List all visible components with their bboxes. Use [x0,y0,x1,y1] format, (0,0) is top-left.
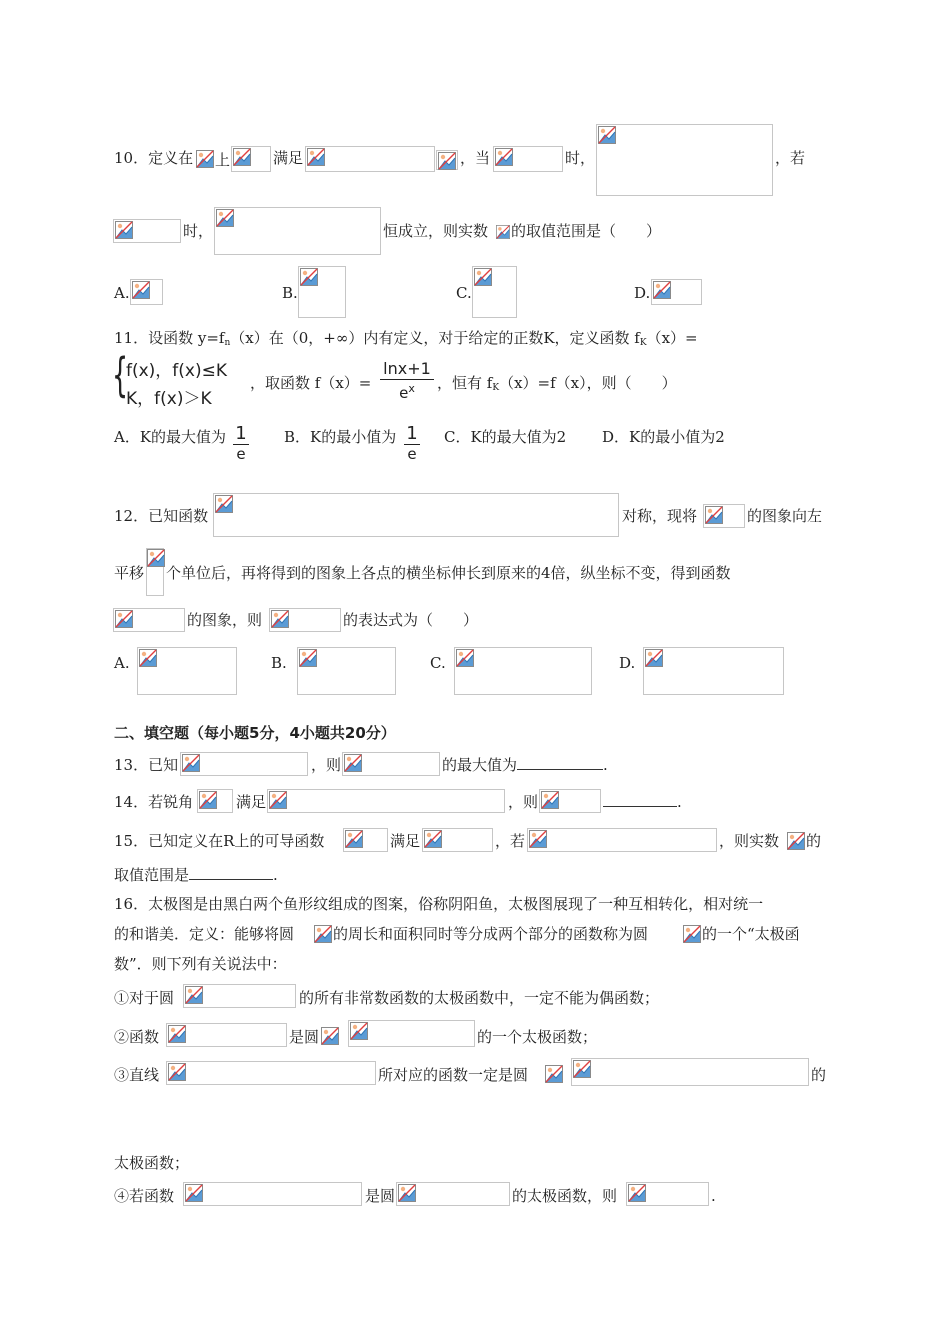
q15-text-4: ，则实数 [719,832,780,850]
broken-image-icon [115,221,133,239]
broken-image-icon [233,148,251,166]
q16-s4b: 是圆 [365,1187,396,1205]
broken-image-icon [496,223,510,241]
q10-option-d-label: D. [634,284,651,302]
q16-s3d: 太极函数； [114,1154,190,1172]
formula-image [703,504,745,528]
option-b-image [298,266,346,318]
q14-text-1: 14．若锐角 [114,793,194,811]
formula-image [314,925,332,943]
formula-image [422,828,493,852]
q15-text-5: 的 [806,832,822,850]
formula-image [596,124,773,196]
q11-option-d: D．K的最小值为2 [602,428,725,446]
formula-image [571,1058,809,1086]
formula-image [146,548,164,596]
broken-image-icon [345,830,363,848]
q11-line-2a: ，取函数 f（x）= [250,374,372,392]
formula-image [183,1182,362,1206]
broken-image-icon [168,1025,186,1043]
formula-image [196,150,214,168]
q10-text-9: 的取值范围是（ ） [511,222,662,240]
formula-image [342,752,440,776]
broken-image-icon [456,649,474,667]
formula-image [180,752,308,776]
broken-image-icon [182,754,200,772]
formula-image [197,789,233,813]
q13-text-2: ，则 [311,756,342,774]
q14-text-3: ，则 [508,793,539,811]
formula-image [436,150,458,170]
formula-image [166,1023,287,1047]
option-d-image [651,279,702,305]
q16-s3c: 的 [811,1066,827,1084]
q13-text-3: 的最大值为 . [442,756,608,774]
fraction-one-over-e: 1 e [233,424,249,463]
broken-image-icon [529,830,547,848]
q11-line-2b: ，恒有 $f_K(x)=f(x)$，则（ ） [437,374,677,393]
q12-option-d-label: D. [619,654,636,672]
q12-text-6: 的图象，则 [187,611,263,629]
q16-line-2c: 的一个“太极函 [702,925,800,943]
piecewise-case-1: f(x)，f(x)≤K [126,361,228,381]
broken-image-icon [300,268,318,286]
fraction-lnx [380,359,434,402]
broken-image-icon [269,791,287,809]
formula-image [348,1020,475,1047]
q10-option-b-label: B. [282,284,298,302]
q10-text-5: 时， [565,149,596,167]
formula-image [527,828,717,852]
formula-image [396,1182,510,1206]
q12-option-a-label: A. [114,654,130,672]
q12-text-5: 个单位后，再将得到的图象上各点的横坐标伸长到原来的4倍，纵坐标不变，得到函数 [166,564,731,582]
broken-image-icon [598,126,616,144]
option-a-image [130,279,163,305]
q10-text-4: ，当 [460,149,491,167]
q12-option-b-label: B. [271,654,287,672]
broken-image-icon [705,506,723,524]
q16-s2c: 的一个太极函数； [477,1028,598,1046]
broken-image-icon [185,1184,203,1202]
q16-line-2b: 的周长和面积同时等分成两个部分的函数称为圆 [333,925,649,943]
q11-option-c: C．K的最大值为2 [444,428,567,446]
broken-image-icon [344,754,362,772]
q10-text-8: 恒成立，则实数 [383,222,489,240]
broken-image-icon [573,1060,591,1078]
broken-image-icon [541,791,559,809]
q12-text-7: 的表达式为（ ） [343,611,479,629]
q15-text-3: ，若 [495,832,526,850]
formula-image [493,146,563,172]
formula-image [787,832,805,850]
option-d-image [643,647,784,695]
formula-image [321,1027,343,1047]
broken-image-icon [271,610,289,628]
broken-image-icon [424,830,442,848]
fraction-denominator: $e^x$ [399,382,415,402]
broken-image-icon [314,925,332,943]
q13-text-1: 13．已知 [114,756,179,774]
option-b-image [297,647,396,695]
q16-s2b: 是圆 [289,1028,320,1046]
q11-option-b: B．K的最小值为 [284,428,397,446]
broken-image-icon [474,268,492,286]
broken-image-icon [168,1063,186,1081]
broken-image-icon [199,791,217,809]
broken-image-icon [196,150,214,168]
formula-image [166,1061,376,1085]
broken-image-icon [299,649,317,667]
q16-s2a: ②函数 [114,1028,160,1046]
q10-text-3: 满足 [273,149,304,167]
broken-image-icon [545,1065,563,1083]
formula-image [269,608,341,632]
q12-text-2: 对称，现将 [622,507,698,525]
option-c-image [472,266,517,318]
broken-image-icon [115,610,133,628]
q15-text-1: 15．已知定义在R上的可导函数 [114,832,325,850]
formula-image [267,789,505,813]
option-a-image [137,647,237,695]
broken-image-icon [321,1027,339,1045]
formula-image [683,925,701,943]
q16-s3b: 所对应的函数一定是圆 [378,1066,529,1084]
q12-option-c-label: C. [430,654,446,672]
q16-s4a: ④若函数 [114,1187,175,1205]
formula-image [496,223,510,241]
broken-image-icon [628,1184,646,1202]
fraction-one-over-e: 1 e [404,424,420,463]
q16-s4c: 的太极函数，则 [512,1187,618,1205]
broken-image-icon [307,148,325,166]
formula-image [113,608,185,632]
q12-text-1: 12．已知函数 [114,507,209,525]
broken-image-icon [683,925,701,943]
q16-line-3: 数”．则下列有关说法中： [114,955,287,973]
q16-s3a: ③直线 [114,1066,160,1084]
broken-image-icon [216,209,234,227]
formula-image [626,1182,709,1206]
broken-image-icon [438,152,456,170]
broken-image-icon [132,281,150,299]
q10-option-a-label: A. [114,284,130,302]
formula-image [343,828,388,852]
q10-option-c-label: C. [456,284,472,302]
answer-blank[interactable] [517,755,603,770]
formula-image [213,493,619,537]
broken-image-icon [787,832,805,850]
section-heading: 二、填空题（每小题5分，4小题共20分） [114,724,396,742]
formula-image [113,219,181,243]
option-c-image [454,647,592,695]
broken-image-icon [139,649,157,667]
broken-image-icon [495,148,513,166]
q15-text-6: 取值范围是 . [114,866,278,884]
piecewise-case-2: K，f(x)＞K [126,389,212,409]
broken-image-icon [147,549,165,567]
q16-end: . [711,1187,716,1205]
formula-image [539,789,601,813]
formula-image [545,1065,567,1085]
broken-image-icon [398,1184,416,1202]
broken-image-icon [645,649,663,667]
broken-image-icon [215,495,233,513]
q10-text-7: 时， [183,222,214,240]
q16-line-2a: 的和谐美．定义：能够将圆 [114,925,295,943]
q10-text-6: ，若 [775,149,806,167]
formula-image [231,146,271,172]
q11-line-1: 11．设函数 $y=f_n(x)$在（0，+∞）内有定义，对于给定的正数K，定义函数 $f_K(x)=$ [114,329,698,348]
q16-line-1: 16．太极图是由黑白两个鱼形纹组成的图案，俗称阴阳鱼，太极图展现了一种互相转化，相对统一 [114,895,764,913]
answer-blank[interactable] [603,792,677,807]
piecewise-brace: { [112,348,129,402]
formula-image [305,146,435,172]
broken-image-icon [350,1022,368,1040]
q16-s1b: 的所有非常数函数的太极函数中，一定不能为偶函数； [299,989,660,1007]
q11-option-a: A．K的最大值为 [114,428,227,446]
q15-text-2: 满足 [390,832,421,850]
formula-image [214,207,381,255]
q16-s1a: ①对于圆 [114,989,175,1007]
answer-blank[interactable] [189,865,273,880]
q12-text-4: 平移 [114,564,145,582]
q10-text-2: 上 [215,151,231,169]
q10-text-1: 10．定义在 [114,149,194,167]
formula-image [183,984,296,1008]
q14-answer: . [603,792,682,812]
broken-image-icon [653,281,671,299]
fraction-numerator: lnx+1 [380,359,434,380]
q12-text-3: 的图象向左 [747,507,823,525]
broken-image-icon [185,986,203,1004]
q14-text-2: 满足 [236,793,267,811]
